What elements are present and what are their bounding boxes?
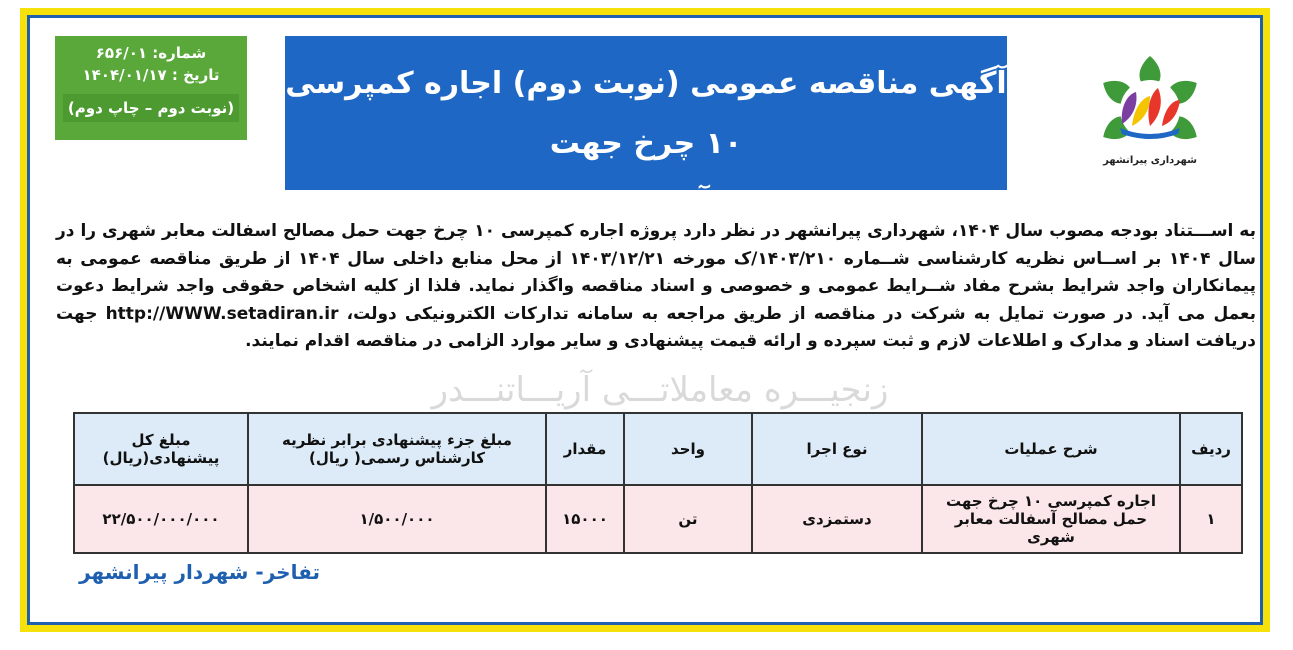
signature: تفاخر- شهردار پیرانشهر (79, 560, 320, 584)
header-row-number: ردیف (1180, 413, 1242, 485)
cell-quantity: ۱۵۰۰۰ (546, 485, 624, 553)
header-execution-type: نوع اجرا (752, 413, 922, 485)
cell-unit: تن (624, 485, 752, 553)
title-line-2: حمل مصالح آسفالت معابر شهری (400, 186, 892, 221)
reference-date: تاریخ : ۱۴۰۴/۰۱/۱۷ (82, 66, 220, 84)
title-line-1: آگهی مناقصه عمومی (نوبت دوم) اجاره کمپرسی ۱۰ چرخ جهت (285, 66, 1007, 161)
header-description: شرح عملیات (922, 413, 1180, 485)
table-row (74, 485, 1242, 553)
cell-row-number: ۱ (1180, 485, 1242, 553)
ad-body-paragraph: به اســـتناد بودجه مصوب سال ۱۴۰۴، شهرداری پیرانشهر در نظر دارد پروژه اجاره کمپرسی ۱۰ چرخ جهت حمل مصالح اسفالت معابر شهری را در سال ۱۴۰۴ بر اســاس نظریه کارشناسی شــماره ۱۴۰۳/۲۱۰/ک مورخه ۱۴۰۳/۱۲/۲۱ از محل منابع داخلی سال ۱۴۰۴ از طریق مناقصه عمومی به پیمانکاران واجد شرایط بشرح مفاد شــرایط عمومی و خصوصی و اسناد مناقصه واگذار نماید. فلذا از کلیه اشخاص حقوقی واجد شرایط دعوت بعمل می آید. در صورت تمایل به شرکت در مناقصه از طریق مراجعه به سامانه تدارکات الکترونیکی دولت، http://WWW.setadiran.ir جهت دریافت اسناد و مدارک و اطلاعات لازم و ثبت سپرده و ارائه قیمت پیشنهادی و سایر موارد الزامی در مناقصه اقدام نمایند. (56, 221, 1256, 351)
publication-round: (نوبت دوم – چاپ دوم) (63, 94, 239, 122)
header-total: مبلغ کل پیشنهادی(ریال) (74, 413, 248, 485)
watermark-text: زنجیـــره معاملاتـــی آریـــاتنـــدر (431, 370, 889, 410)
header-unit-price: مبلغ جزء پیشنهادی برابر نظریه کارشناس رسمی( ریال) (248, 413, 546, 485)
cell-execution-type: دستمزدی (752, 485, 922, 553)
header-quantity: مقدار (546, 413, 624, 485)
table-header-row (74, 413, 1242, 485)
reference-number: شماره: ۶۵۶/۰۱ (95, 44, 207, 62)
tender-table (73, 412, 1243, 554)
reference-badge (55, 36, 247, 140)
cell-description: اجاره کمپرسی ۱۰ چرخ جهت حمل مصالح آسفالت معابر شهری (922, 485, 1180, 553)
cell-unit-price: ۱/۵۰۰/۰۰۰ (248, 485, 546, 553)
ad-title (285, 36, 1007, 221)
cell-total: ۲۲/۵۰۰/۰۰۰/۰۰۰ (74, 485, 248, 553)
logo-caption: شهرداری پیرانشهر (1103, 155, 1197, 166)
header-unit: واحد (624, 413, 752, 485)
